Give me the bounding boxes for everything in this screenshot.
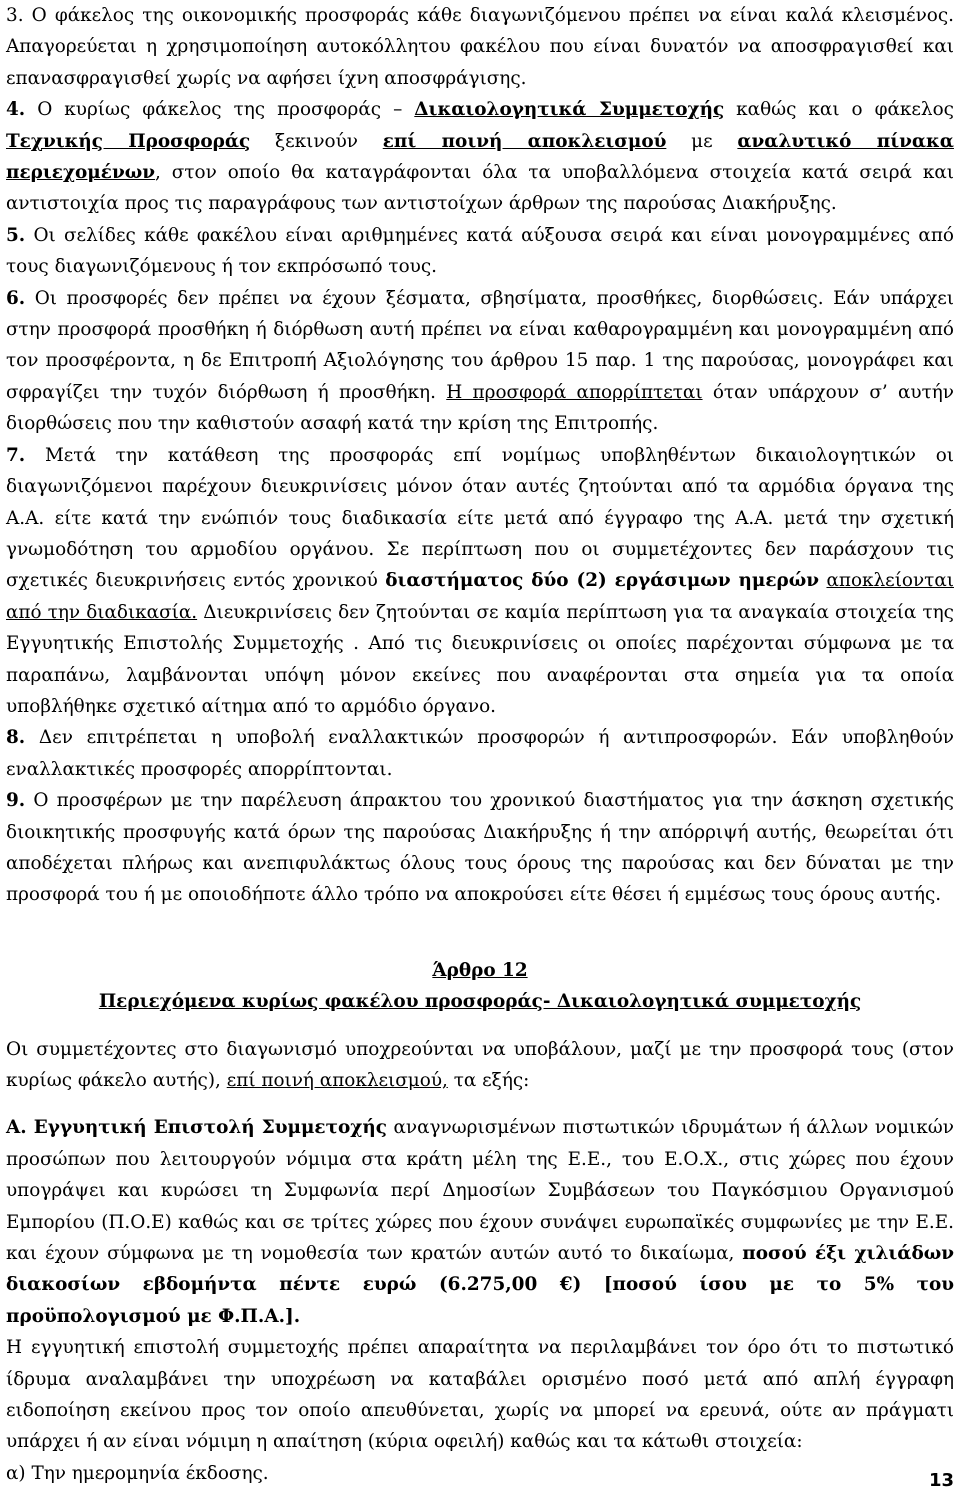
paragraph-8-number: 8. — [6, 727, 26, 749]
paragraph-7-bold-deadline: διαστήματος δύο (2) εργάσιμων ημερών — [385, 570, 820, 592]
paragraph-4 — [6, 94, 954, 220]
paragraph-4-bold-contents: αναλυτικό πίνακα περιεχομένων — [6, 130, 954, 184]
paragraph-4-text-1: Ο κυρίως φάκελος της προσφοράς – — [37, 99, 403, 121]
paragraph-4-text-4: με — [691, 130, 713, 152]
paragraph-7-text-1: Μετά την κατάθεση της προσφοράς επί νομίμως υποβληθέντων δικαιολογητικών οι διαγωνιζόμενοι παρέχουν διευκρινίσεις μόνον όταν αυτές ζητούνται από τα αρμόδια όργανα της Α.Α. είτε κατά την ενώπιόν τους διαδικασία είτε μετά από έγγραφο της Α.Α. μετά την σχετική γνωμοδότηση του αρμοδίου οργάνου. Σε περίπτωση που οι συμμετέχοντες δεν παράσχουν τις σχετικές διευκρινήσεις εντός χρονικού — [6, 444, 954, 592]
paragraph-8-text: Δεν επιτρέπεται η υποβολή εναλλακτικών προσφορών ή αντιπροσφορών. Εάν υποβληθούν εναλλακτικές προσφορές απορρίπτονται. — [6, 727, 954, 780]
spacer — [6, 1018, 954, 1034]
intro-underlined: επί ποινή αποκλεισμού, — [226, 1070, 448, 1091]
article-title — [6, 955, 954, 986]
section-a-paragraph — [6, 1112, 954, 1332]
paragraph-7-number: 7. — [6, 444, 26, 466]
section-a-heading: Α. Εγγυητική Επιστολή Συμμετοχής — [6, 1117, 387, 1139]
intro-text-2: τα εξής: — [453, 1070, 530, 1091]
article-subtitle-text: Περιεχόμενα κυρίως φακέλου προσφοράς- Δικαιολογητικά συμμετοχής — [98, 991, 862, 1013]
paragraph-5-number: 5. — [6, 224, 26, 246]
paragraph-9-number: 9. — [6, 790, 26, 812]
paragraph-7-text-2: Διευκρινίσεις δεν ζητούνται σε καμία περίπτωση για τα αναγκαία στοιχεία της Εγγυητικής Επιστολής Συμμετοχής . Από τις διευκρινίσεις οι οποίες παρέχονται σύμφωνα με τα παραπάνω, λαμβάνονται υπόψη μόνον εκείνες που αναφέρονται στα σημεία για τα οποία υποβλήθηκε σχετικό αίτημα από το αρμόδιο όργανο. — [6, 601, 954, 717]
paragraph-4-text-3: ξεκινούν — [274, 130, 358, 152]
paragraph-7 — [6, 440, 954, 723]
paragraph-8 — [6, 722, 954, 785]
paragraph-4-bold-participation: Δικαιολογητικά Συμμετοχής — [414, 99, 725, 121]
paragraph-6-underlined: Η προσφορά απορρίπτεται — [446, 381, 703, 403]
item-a — [6, 1458, 954, 1489]
section-a-text: αναγνωρισμένων πιστωτικών ιδρυμάτων ή άλλων νομικών προσώπων που λειτουργούν νόμιμα στα κράτη μέλη της Ε.Ε., του Ε.Ο.Χ., στις χώρες που έχουν υπογράψει και κυρώσει τη Συμφωνία περί Δημοσίων Συμβάσεων του Παγκόσμιου Οργανισμού Εμπορίου (Π.Ο.Ε) καθώς και σε τρίτες χώρες που έχουν συνάψει ευρωπαϊκές συμφωνίες με την Ε.Ε. και έχουν σύμφωνα με τη νομοθεσία των κρατών αυτών αυτό το δικαίωμα, — [6, 1117, 954, 1265]
spacer — [6, 911, 954, 955]
document-page — [6, 0, 954, 1489]
paragraph-3 — [6, 0, 954, 94]
paragraph-4-text-5: , στον οποίο θα καταγράφονται όλα τα υποβαλλόμενα στοιχεία κατά σειρά και αντιστοιχία προς τις παραγράφους των αντιστοίχων άρθρων της παρούσας Διακήρυξης. — [6, 162, 954, 215]
paragraph-5 — [6, 220, 954, 283]
intro-paragraph — [6, 1034, 954, 1097]
paragraph-6-text-1: Οι προσφορές δεν πρέπει να έχουν ξέσματα, σβησίματα, προσθήκες, διορθώσεις. Εάν υπάρχει στην προσφορά προσθήκη ή διόρθωση αυτή πρέπει να είναι καθαρογραμμένη και μονογραμμένη από τον προσφέροντα, η δε Επιτροπή Αξιολόγησης του άρθρου 15 παρ. 1 της παρούσας, μονογράφει και σφραγίζει την τυχόν διόρθωση ή προσθήκη. — [6, 287, 954, 403]
paragraph-6 — [6, 283, 954, 440]
guarantee-paragraph — [6, 1332, 954, 1458]
article-subtitle — [6, 986, 954, 1017]
paragraph-7-underlined: αποκλείονται από την διαδικασία. — [6, 570, 954, 623]
paragraph-3-text: Ο φάκελος της οικονομικής προσφοράς κάθε διαγωνιζόμενου πρέπει να είναι καλά κλεισμένος. Απαγορεύεται η χρησιμοποίηση αυτοκόλλητου φακέλου που είναι δυνατόν να αποσφραγισθεί και επανασφραγισθεί χωρίς να αφήσει ίχνη αποσφράγισης. — [6, 5, 954, 89]
intro-text-1: Οι συμμετέχοντες στο διαγωνισμό υποχρεούνται να υποβάλουν, μαζί με την προσφορά τους (στον κυρίως φάκελο αυτής), — [6, 1038, 954, 1091]
paragraph-4-text-2: καθώς και ο φάκελος — [736, 99, 954, 121]
paragraph-4-number: 4. — [6, 99, 26, 121]
paragraph-9 — [6, 785, 954, 911]
section-a-amount: ποσού έξι χιλιάδων διακοσίων εβδομήντα πέντε ευρώ (6.275,00 €) [ποσού ίσου με το 5% του προϋπολογισμού με Φ.Π.Α.]. — [6, 1243, 954, 1327]
item-a-text: α) Την ημερομηνία έκδοσης. — [6, 1462, 269, 1484]
page-number: 13 — [928, 1470, 954, 1491]
guarantee-text: Η εγγυητική επιστολή συμμετοχής πρέπει απαραίτητα να περιλαμβάνει τον όρο ότι το πιστωτικό ίδρυμα αναλαμβάνει την υποχρέωση να καταβάλει ορισμένο ποσό μετά από απλή έγγραφη ειδοποίηση εκείνου προς τον οποίο απευθύνεται, χωρίς να μπορεί να ερευνά, ούτε αν πράγματι υπάρχει ή αν είναι νόμιμη η απαίτηση (κύρια οφειλή) καθώς και τα κάτωθι στοιχεία: — [6, 1337, 954, 1453]
paragraph-6-text-2: όταν υπάρχουν σ’ αυτήν διορθώσεις που την καθιστούν ασαφή κατά την κρίση της Επιτροπής. — [6, 381, 954, 435]
paragraph-3-number: 3. — [6, 5, 24, 26]
paragraph-4-bold-technical: Τεχνικής Προσφοράς — [6, 130, 251, 152]
article-title-text: Άρθρο 12 — [432, 959, 528, 981]
spacer — [6, 1096, 954, 1112]
paragraph-9-text: Ο προσφέρων με την παρέλευση άπρακτου του χρονικού διαστήματος για την άσκηση σχετικής διοικητικής προσφυγής κατά όρων της παρούσας Διακήρυξης ή την απόρριψή αυτής, θεωρείται ότι αποδέχεται πλήρως και ανεπιφυλάκτως όλους τους όρους της παρούσας και δεν δύναται με την προσφορά του ή με οποιοδήποτε άλλο τρόπο να αποκρούσει είτε θέσει ή εμμέσως τους όρους αυτής. — [6, 790, 954, 906]
paragraph-4-bold-penalty: επί ποινή αποκλεισμού — [382, 130, 667, 152]
paragraph-5-text: Οι σελίδες κάθε φακέλου είναι αριθμημένες κατά αύξουσα σειρά και είναι μονογραμμένες από τους διαγωνιζόμενους ή τον εκπρόσωπό τους. — [6, 224, 954, 278]
paragraph-6-number: 6. — [6, 287, 26, 309]
